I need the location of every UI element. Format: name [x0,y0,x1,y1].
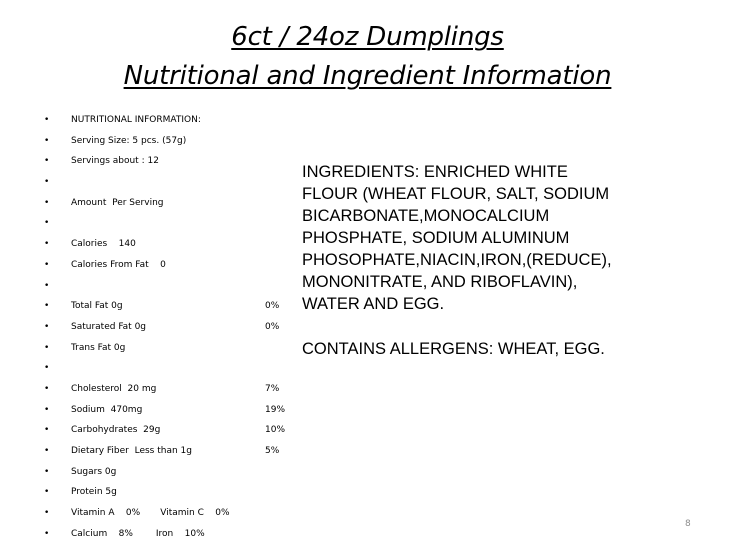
bullet-marker: • [44,342,50,353]
bullet-marker: • [44,508,50,519]
daily-value-percent: 7% [265,383,280,394]
bullet-marker: • [44,425,50,436]
bullet-marker: • [44,383,50,394]
nutrition-row [40,317,300,338]
daily-value-percent: 10% [265,425,286,436]
nutrition-row [40,503,300,524]
nutrition-row [40,193,300,214]
nutrition-label: Carbohydrates 29g [71,425,161,436]
nutrition-row [40,462,300,483]
nutrition-label: Protein 5g [71,487,117,498]
ingredients-line: BICARBONATE,MONOCALCIUM [302,207,550,225]
nutrition-label: Sodium 470mg [71,404,143,415]
ingredients-line: MONONITRATE, AND RIBOFLAVIN), [302,273,578,291]
slide-title [0,18,735,96]
bullet-marker: • [44,156,50,167]
page-number: 8 [685,519,691,529]
ingredients-line: PHOSPHATE, SODIUM ALUMINUM [302,229,570,247]
allergen-statement: CONTAINS ALLERGENS: WHEAT, EGG. [302,340,605,358]
nutrition-label: Calories 140 [71,239,136,250]
nutrition-facts-list [40,110,300,544]
bullet-marker: • [44,197,50,208]
ingredients-line: FLOUR (WHEAT FLOUR, SALT, SODIUM [302,185,610,203]
nutrition-row [40,296,300,317]
bullet-marker: • [44,218,50,229]
nutrition-label: Calories From Fat 0 [71,259,166,270]
daily-value-percent: 0% [265,301,280,312]
bullet-marker: • [44,135,50,146]
nutrition-label: Saturated Fat 0g [71,321,147,332]
nutrition-label: Cholesterol 20 mg [71,383,157,394]
bullet-marker: • [44,301,50,312]
ingredients-statement [302,161,662,315]
nutrition-row [40,441,300,462]
bullet-marker: • [44,280,50,291]
nutrition-row [40,420,300,441]
nutrition-label: Vitamin A 0% Vitamin C 0% [71,508,230,519]
ingredients-line: WATER AND EGG. [302,295,445,313]
nutrition-row [40,131,300,152]
ingredients-line: INGREDIENTS: ENRICHED WHITE [302,163,568,181]
nutrition-row [40,379,300,400]
bullet-marker: • [44,466,50,477]
bullet-marker: • [44,528,50,539]
bullet-marker: • [44,487,50,498]
nutrition-row [40,338,300,359]
nutrition-row [40,400,300,421]
nutrition-row [40,482,300,503]
nutrition-label: Serving Size: 5 pcs. (57g) [71,135,187,146]
nutrition-row [40,255,300,276]
nutrition-row [40,110,300,131]
nutrition-label: NUTRITIONAL INFORMATION: [71,115,201,125]
daily-value-percent: 5% [265,446,280,456]
bullet-marker: • [44,239,50,250]
nutrition-row [40,234,300,255]
nutrition-label: Amount Per Serving [71,197,164,208]
ingredients-line: PHOSOPHATE,NIACIN,IRON,(REDUCE), [302,251,612,269]
nutrition-row [40,358,300,379]
nutrition-label: Dietary Fiber Less than 1g [71,446,192,456]
bullet-marker: • [44,321,50,332]
bullet-marker: • [44,177,50,188]
nutrition-label: Total Fat 0g [71,301,123,312]
bullet-marker: • [44,363,50,374]
title-line-product: 6ct / 24oz Dumplings [231,22,504,52]
bullet-marker: • [44,259,50,270]
nutrition-label: Servings about : 12 [71,156,159,167]
bullet-marker: • [44,446,50,456]
bullet-marker: • [44,115,50,125]
nutrition-label: Sugars 0g [71,466,117,477]
nutrition-row [40,524,300,545]
daily-value-percent: 19% [265,404,286,415]
bullet-marker: • [44,404,50,415]
nutrition-label: Calcium 8% Iron 10% [71,528,205,539]
nutrition-row [40,213,300,234]
nutrition-row [40,151,300,172]
daily-value-percent: 0% [265,321,280,332]
nutrition-row [40,276,300,297]
nutrition-label: Trans Fat 0g [71,342,126,353]
title-line-subject: Nutritional and Ingredient Information [123,61,612,91]
nutrition-row [40,172,300,193]
